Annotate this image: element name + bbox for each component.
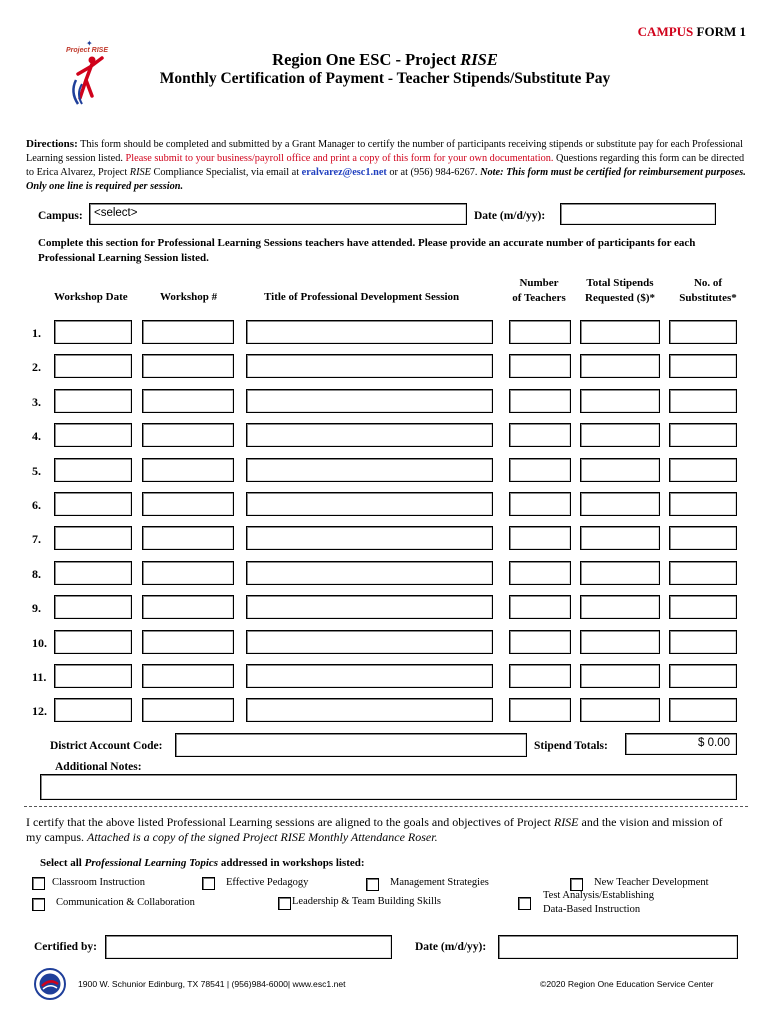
number-of-teachers-field[interactable] bbox=[509, 354, 571, 378]
workshop-date-field[interactable] bbox=[54, 526, 132, 550]
workshop-number-field[interactable] bbox=[142, 492, 234, 516]
number-of-substitutes-field[interactable] bbox=[669, 526, 737, 550]
number-of-substitutes-field[interactable] bbox=[669, 320, 737, 344]
number-of-teachers-field[interactable] bbox=[509, 664, 571, 688]
number-of-teachers-field[interactable] bbox=[509, 526, 571, 550]
session-title-field[interactable] bbox=[246, 354, 493, 378]
topics-label: Select all Professional Learning Topics addressed in workshops listed: bbox=[40, 857, 365, 869]
total-stipends-field[interactable] bbox=[580, 630, 660, 654]
workshop-number-field[interactable] bbox=[142, 664, 234, 688]
session-title-field[interactable] bbox=[246, 630, 493, 654]
total-stipends-field[interactable] bbox=[580, 354, 660, 378]
session-title-field[interactable] bbox=[246, 664, 493, 688]
contact-email-link[interactable]: eralvarez@esc1.net bbox=[301, 167, 387, 178]
label-data-based-instruction: Data-Based Instruction bbox=[543, 904, 641, 915]
workshop-date-field[interactable] bbox=[54, 561, 132, 585]
additional-notes-label: Additional Notes: bbox=[55, 761, 142, 773]
stipend-totals-label: Stipend Totals: bbox=[534, 740, 608, 752]
number-of-teachers-field[interactable] bbox=[509, 561, 571, 585]
workshop-number-field[interactable] bbox=[142, 630, 234, 654]
total-stipends-field[interactable] bbox=[580, 561, 660, 585]
number-of-substitutes-field[interactable] bbox=[669, 354, 737, 378]
workshop-number-field[interactable] bbox=[142, 561, 234, 585]
col-title: Title of Professional Development Session bbox=[264, 291, 460, 303]
svg-text:✦: ✦ bbox=[86, 40, 93, 48]
workshop-date-field[interactable] bbox=[54, 458, 132, 482]
row-number: 10. bbox=[32, 635, 47, 650]
session-title-field[interactable] bbox=[246, 389, 493, 413]
workshop-number-field[interactable] bbox=[142, 458, 234, 482]
label-new-teacher-development: New Teacher Development bbox=[594, 877, 709, 888]
workshop-date-field[interactable] bbox=[54, 630, 132, 654]
number-of-substitutes-field[interactable] bbox=[669, 492, 737, 516]
date-bottom-field[interactable] bbox=[498, 935, 738, 959]
session-title-field[interactable] bbox=[246, 526, 493, 550]
additional-notes-field[interactable] bbox=[40, 774, 737, 800]
checkbox-classroom-instruction[interactable] bbox=[32, 877, 45, 890]
row-number: 8. bbox=[32, 566, 41, 581]
workshop-date-field[interactable] bbox=[54, 423, 132, 447]
form-tag bbox=[638, 24, 746, 40]
workshop-date-field[interactable] bbox=[54, 595, 132, 619]
number-of-substitutes-field[interactable] bbox=[669, 561, 737, 585]
number-of-substitutes-field[interactable] bbox=[669, 630, 737, 654]
total-stipends-field[interactable] bbox=[580, 492, 660, 516]
number-of-substitutes-field[interactable] bbox=[669, 389, 737, 413]
total-stipends-field[interactable] bbox=[580, 698, 660, 722]
row-number: 4. bbox=[32, 429, 41, 444]
date-top-field[interactable] bbox=[560, 203, 716, 225]
session-title-field[interactable] bbox=[246, 423, 493, 447]
page-title: Region One ESC - Project RISE bbox=[272, 50, 498, 69]
session-title-field[interactable] bbox=[246, 698, 493, 722]
row-number: 6. bbox=[32, 498, 41, 512]
region-one-seal bbox=[34, 968, 66, 1000]
col-workshop-date: Workshop Date bbox=[54, 291, 128, 303]
number-of-teachers-field[interactable] bbox=[509, 458, 571, 482]
number-of-teachers-field[interactable] bbox=[509, 389, 571, 413]
col-substitutes: No. of Substitutes* bbox=[679, 277, 737, 304]
number-of-substitutes-field[interactable] bbox=[669, 423, 737, 447]
label-communication-collaboration: Communication & Collaboration bbox=[56, 897, 195, 908]
total-stipends-field[interactable] bbox=[580, 458, 660, 482]
col-stipends: Total Stipends Requested ($)* bbox=[585, 277, 655, 304]
checkbox-effective-pedagogy[interactable] bbox=[202, 877, 215, 890]
campus-label: Campus: bbox=[38, 210, 83, 222]
number-of-teachers-field[interactable] bbox=[509, 320, 571, 344]
number-of-teachers-field[interactable] bbox=[509, 630, 571, 654]
total-stipends-field[interactable] bbox=[580, 320, 660, 344]
row-number: 11. bbox=[32, 670, 47, 684]
total-stipends-field[interactable] bbox=[580, 526, 660, 550]
session-title-field[interactable] bbox=[246, 561, 493, 585]
checkbox-management-strategies[interactable] bbox=[366, 878, 379, 891]
certify-statement: I certify that the above listed Professional Learning sessions are aligned to the goals and objectives of Project RISE and the vision and mission of my campus. Attached is a copy of the signed Project RISE Monthly Attendance Roser. bbox=[26, 815, 723, 844]
number-of-teachers-field[interactable] bbox=[509, 423, 571, 447]
workshop-number-field[interactable] bbox=[142, 423, 234, 447]
workshop-date-field[interactable] bbox=[54, 492, 132, 516]
session-title-field[interactable] bbox=[246, 320, 493, 344]
checkbox-test-analysis-data-based[interactable] bbox=[518, 897, 531, 910]
workshop-number-field[interactable] bbox=[142, 389, 234, 413]
date-bottom-label: Date (m/d/yy): bbox=[415, 941, 487, 953]
label-effective-pedagogy: Effective Pedagogy bbox=[226, 877, 309, 888]
total-stipends-field[interactable] bbox=[580, 664, 660, 688]
number-of-teachers-field[interactable] bbox=[509, 698, 571, 722]
label-leadership-team-building: Leadership & Team Building Skills bbox=[292, 896, 441, 907]
col-workshop-num: Workshop # bbox=[160, 291, 218, 303]
row-number: 5. bbox=[32, 463, 41, 478]
row-number: 3. bbox=[32, 394, 41, 409]
total-stipends-field[interactable] bbox=[580, 423, 660, 447]
workshop-date-field[interactable] bbox=[54, 389, 132, 413]
label-classroom-instruction: Classroom Instruction bbox=[52, 877, 146, 888]
campus-select[interactable]: <select> bbox=[89, 203, 467, 225]
district-account-label: District Account Code: bbox=[50, 740, 163, 752]
footer-copyright: ©2020 Region One Education Service Center bbox=[540, 979, 714, 989]
workshop-date-field[interactable] bbox=[54, 354, 132, 378]
footer-address: 1900 W. Schunior Edinburg, TX 78541 | (956)984-6000| www.esc1.net bbox=[78, 979, 346, 989]
number-of-substitutes-field[interactable] bbox=[669, 458, 737, 482]
workshop-date-field[interactable] bbox=[54, 320, 132, 344]
certified-by-field[interactable] bbox=[105, 935, 392, 959]
workshop-date-field[interactable] bbox=[54, 698, 132, 722]
workshop-number-field[interactable] bbox=[142, 595, 234, 619]
workshop-number-field[interactable] bbox=[142, 354, 234, 378]
row-number: 9. bbox=[32, 601, 41, 616]
total-stipends-field[interactable] bbox=[580, 595, 660, 619]
label-management-strategies: Management Strategies bbox=[390, 877, 489, 888]
session-title-field[interactable] bbox=[246, 492, 493, 516]
number-of-teachers-field[interactable] bbox=[509, 595, 571, 619]
form-tag-form: FORM 1 bbox=[696, 24, 746, 39]
session-title-field[interactable] bbox=[246, 595, 493, 619]
checkbox-communication-collaboration[interactable] bbox=[32, 898, 45, 911]
number-of-substitutes-field[interactable] bbox=[669, 595, 737, 619]
directions-text: Directions: This form should be completed and submitted by a Grant Manager to certify the number of participants receiving stipends or substitute pay for each Professional Learning session listed. Please submit to your business/payroll office and print a copy of this form for your own documentation. Questions regarding this form can be directed to Erica Alvarez, Project RISE Compliance Specialist, via email at eralvarez@esc1.net or at (956) 984-6267. Note: This form must be certified for reimbursement purposes. Only one line is required per session. bbox=[26, 138, 746, 192]
workshop-number-field[interactable] bbox=[142, 320, 234, 344]
logo-text: Project RISE bbox=[66, 47, 109, 54]
workshop-number-field[interactable] bbox=[142, 526, 234, 550]
date-top-label: Date (m/d/yy): bbox=[474, 210, 546, 222]
workshop-date-field[interactable] bbox=[54, 664, 132, 688]
checkbox-leadership-team-building[interactable] bbox=[278, 897, 291, 910]
col-number-teachers: Number of Teachers bbox=[512, 277, 566, 304]
form-tag-campus: CAMPUS bbox=[637, 24, 694, 39]
workshop-number-field[interactable] bbox=[142, 698, 234, 722]
number-of-teachers-field[interactable] bbox=[509, 492, 571, 516]
label-test-analysis: Test Analysis/Establishing bbox=[543, 890, 654, 901]
row-number: 12. bbox=[32, 704, 47, 719]
page-subtitle: Monthly Certification of Payment - Teacher Stipends/Substitute Pay bbox=[159, 70, 611, 87]
row-number: 2. bbox=[32, 360, 41, 375]
certified-by-label: Certified by: bbox=[34, 941, 97, 953]
stipend-totals-field[interactable]: $ 0.00 bbox=[625, 733, 737, 755]
district-account-field[interactable] bbox=[175, 733, 527, 757]
divider bbox=[24, 806, 748, 807]
row-number: 7. bbox=[32, 532, 41, 547]
number-of-substitutes-field[interactable] bbox=[669, 664, 737, 688]
session-title-field[interactable] bbox=[246, 458, 493, 482]
total-stipends-field[interactable] bbox=[580, 389, 660, 413]
row-number: 1. bbox=[32, 326, 41, 340]
number-of-substitutes-field[interactable] bbox=[669, 698, 737, 722]
section-instructions: Complete this section for Professional Learning Sessions teachers have attended. Please provide an accurate number of participants for each Professional Learning Session listed. bbox=[38, 237, 696, 264]
